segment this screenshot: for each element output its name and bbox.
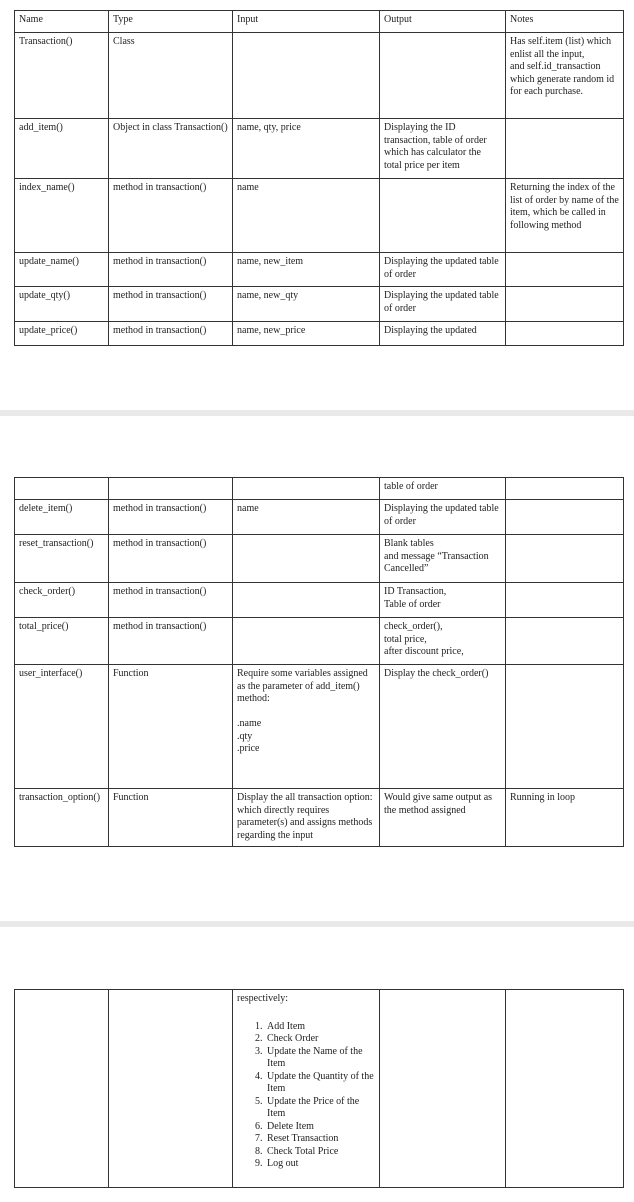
cell-notes — [506, 322, 624, 346]
table-row — [15, 535, 624, 583]
cell-output: Displaying the ID transaction, table of order which has calculator the total price per item — [380, 119, 506, 179]
method-table-part-2 — [14, 477, 624, 847]
option-add-item: 1. Add Item — [265, 1021, 375, 1034]
cell-type: method in transaction() — [109, 535, 233, 583]
cell-output — [380, 179, 506, 253]
table-row — [15, 665, 624, 789]
cell-notes: Has self.item (list) which enlist all the input, and self.id_transaction which generate random id for each purchase. — [506, 33, 624, 119]
option-delete-item: 6. Delete Item — [265, 1121, 375, 1134]
cell-type: Function — [109, 665, 233, 789]
table-row — [15, 119, 624, 179]
options-intro: respectively: — [237, 993, 289, 1004]
cell-type: Class — [109, 33, 233, 119]
cell-output: check_order(), total price, after discount price, — [380, 618, 506, 665]
option-log-out: 9. Log out — [265, 1158, 375, 1171]
cell-name: reset_transaction() — [15, 535, 109, 583]
table-row — [15, 789, 624, 847]
cell-output: table of order — [380, 478, 506, 500]
option-check-total-price: 8. Check Total Price — [265, 1146, 375, 1159]
cell-type: Object in class Transaction() — [109, 119, 233, 179]
transaction-options-list — [237, 1021, 375, 1171]
option-update-price: 5. Update the Price of the Item — [265, 1096, 375, 1121]
cell-type: method in transaction() — [109, 618, 233, 665]
cell-notes — [506, 478, 624, 500]
cell-output: Displaying the updated table of order — [380, 500, 506, 535]
cell-input: Display the all transaction option: which directly requires parameter(s) and assigns methods regarding the input — [233, 789, 380, 847]
cell-name: index_name() — [15, 179, 109, 253]
document-page-1 — [0, 0, 634, 410]
table-row — [15, 179, 624, 253]
cell-input: name, qty, price — [233, 119, 380, 179]
option-check-order: 2. Check Order — [265, 1033, 375, 1046]
cell-notes: Running in loop — [506, 789, 624, 847]
cell-notes — [506, 583, 624, 618]
cell-output: Blank tables and message “Transaction Cancelled” — [380, 535, 506, 583]
cell-output: Displaying the updated table of order — [380, 253, 506, 287]
cell-name: total_price() — [15, 618, 109, 665]
cell-output: Displaying the updated — [380, 322, 506, 346]
cell-input — [233, 990, 380, 1188]
option-reset-transaction: 7. Reset Transaction — [265, 1133, 375, 1146]
cell-name: Transaction() — [15, 33, 109, 119]
table-row — [15, 322, 624, 346]
cell-notes — [506, 500, 624, 535]
cell-input — [233, 535, 380, 583]
cell-output — [380, 990, 506, 1188]
header-type: Type — [109, 11, 233, 33]
cell-input — [233, 478, 380, 500]
cell-notes — [506, 665, 624, 789]
cell-input — [233, 33, 380, 119]
cell-name — [15, 990, 109, 1188]
cell-type: method in transaction() — [109, 500, 233, 535]
cell-input — [233, 583, 380, 618]
cell-name: add_item() — [15, 119, 109, 179]
cell-type — [109, 478, 233, 500]
header-notes: Notes — [506, 11, 624, 33]
cell-input: name — [233, 500, 380, 535]
cell-type: method in transaction() — [109, 179, 233, 253]
cell-output — [380, 33, 506, 119]
cell-name: user_interface() — [15, 665, 109, 789]
cell-input: name, new_item — [233, 253, 380, 287]
cell-type: method in transaction() — [109, 287, 233, 322]
table-row — [15, 583, 624, 618]
cell-name: delete_item() — [15, 500, 109, 535]
cell-input: name, new_price — [233, 322, 380, 346]
document-page-3 — [0, 927, 634, 1202]
method-table-part-1 — [14, 10, 624, 346]
table-row — [15, 478, 624, 500]
header-name: Name — [15, 11, 109, 33]
table-row — [15, 287, 624, 322]
cell-output: ID Transaction, Table of order — [380, 583, 506, 618]
cell-output: Would give same output as the method assigned — [380, 789, 506, 847]
cell-type: method in transaction() — [109, 322, 233, 346]
option-update-name: 3. Update the Name of the Item — [265, 1046, 375, 1071]
cell-notes — [506, 618, 624, 665]
cell-output: Display the check_order() — [380, 665, 506, 789]
cell-name: check_order() — [15, 583, 109, 618]
cell-input: Require some variables assigned as the parameter of add_item() method: .name .qty .price — [233, 665, 380, 789]
option-update-quantity: 4. Update the Quantity of the Item — [265, 1071, 375, 1096]
cell-type: Function — [109, 789, 233, 847]
cell-input: name — [233, 179, 380, 253]
cell-notes — [506, 119, 624, 179]
cell-name — [15, 478, 109, 500]
table-header-row — [15, 11, 624, 33]
method-table-part-3 — [14, 989, 624, 1188]
cell-name: update_name() — [15, 253, 109, 287]
cell-name: update_qty() — [15, 287, 109, 322]
table-row — [15, 253, 624, 287]
cell-notes — [506, 253, 624, 287]
table-row — [15, 33, 624, 119]
table-row — [15, 500, 624, 535]
cell-type: method in transaction() — [109, 583, 233, 618]
cell-type: method in transaction() — [109, 253, 233, 287]
cell-notes — [506, 287, 624, 322]
cell-notes — [506, 535, 624, 583]
cell-name: update_price() — [15, 322, 109, 346]
table-row — [15, 618, 624, 665]
header-output: Output — [380, 11, 506, 33]
cell-input: name, new_qty — [233, 287, 380, 322]
cell-name: transaction_option() — [15, 789, 109, 847]
cell-output: Displaying the updated table of order — [380, 287, 506, 322]
cell-notes: Returning the index of the list of order by name of the item, which be called in following method — [506, 179, 624, 253]
cell-notes — [506, 990, 624, 1188]
document-page-2 — [0, 416, 634, 921]
cell-input — [233, 618, 380, 665]
cell-type — [109, 990, 233, 1188]
table-row — [15, 990, 624, 1188]
header-input: Input — [233, 11, 380, 33]
